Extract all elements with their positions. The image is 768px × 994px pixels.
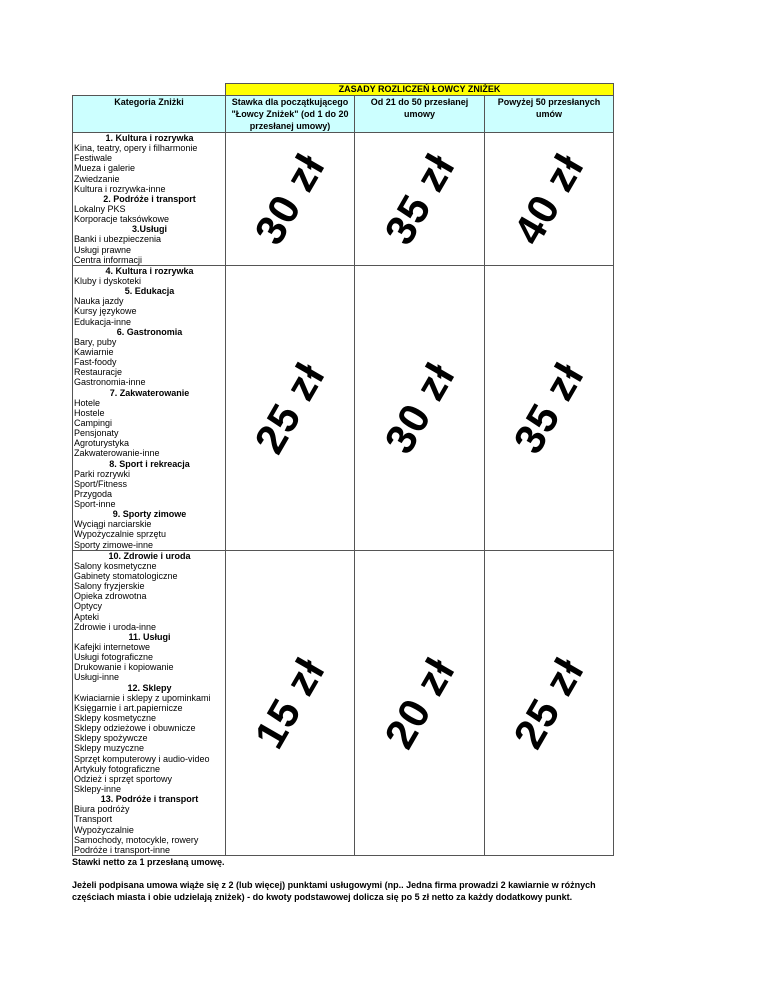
- group-row: [73, 265, 614, 550]
- category-item: Wypożyczalnie: [74, 824, 134, 835]
- category-item: Festiwale: [74, 153, 113, 164]
- category-item: Kafejki internetowe: [74, 642, 151, 653]
- category-item: Artykuły fotograficzne: [74, 763, 161, 774]
- category-item: Gabinety stomatologiczne: [74, 571, 178, 582]
- category-item: Mueza i galerie: [74, 163, 136, 174]
- category-item: Bary, puby: [74, 336, 117, 347]
- rate-cell-tier-3: [485, 265, 614, 550]
- category-item: Hotele: [74, 397, 101, 408]
- rate-value: 35 zł: [504, 354, 593, 461]
- rate-value: 25 zł: [245, 354, 334, 461]
- category-heading: 9. Sporty zimowe: [112, 509, 187, 520]
- category-item: Nauka jazdy: [74, 296, 124, 307]
- category-list: [73, 265, 226, 550]
- rate-cell-tier-3: [485, 133, 614, 266]
- category-item: Salony kosmetyczne: [74, 560, 157, 571]
- category-heading: 8. Sport i rekreacja: [109, 458, 190, 469]
- rate-value: 35 zł: [374, 145, 464, 253]
- net-note: Stawki netto za 1 przesłaną umowę.: [72, 857, 225, 867]
- category-item: Sklepy muzyczne: [74, 743, 145, 754]
- category-item: Sklepy odzieżowe i obuwnicze: [74, 723, 196, 734]
- header-tier-2: Od 21 do 50 przesłanej umowy: [355, 96, 485, 133]
- category-item: Lokalny PKS: [74, 203, 126, 214]
- category-item: Wyciągi narciarskie: [74, 519, 152, 530]
- rate-cell-tier-2: [355, 550, 485, 855]
- rate-value: 25 zł: [504, 649, 593, 756]
- category-item: Kwiaciarnie i sklepy z upominkami: [74, 692, 211, 703]
- rate-cell-tier-3: [485, 550, 614, 855]
- category-item: Sprzęt komputerowy i audio-video: [74, 753, 210, 764]
- category-item: Agroturystyka: [74, 438, 130, 449]
- category-item: Gastronomia-inne: [74, 377, 146, 388]
- rate-cell-tier-2: [355, 133, 485, 266]
- category-list: [73, 133, 226, 266]
- category-item: Centra informacji: [74, 254, 143, 265]
- category-heading: 3.Usługi: [131, 224, 167, 235]
- rate-value: 30 zł: [374, 354, 464, 461]
- category-item: Restauracje: [74, 367, 123, 378]
- header-row: [73, 96, 614, 133]
- category-item: Odzież i sprzęt sportowy: [74, 773, 173, 784]
- category-item: Sklepy-inne: [74, 784, 122, 794]
- rate-cell-tier-1: [226, 550, 355, 855]
- rate-cell-tier-1: [226, 265, 355, 550]
- category-item: Usługi fotograficzne: [74, 652, 154, 663]
- category-item: Sporty zimowe-inne: [74, 539, 154, 550]
- rate-value: 30 zł: [245, 145, 334, 253]
- category-item: Edukacja-inne: [74, 316, 132, 327]
- group-row: [73, 550, 614, 855]
- category-item: Wypożyczalnie sprzętu: [74, 529, 166, 540]
- category-item: Sport/Fitness: [74, 478, 128, 489]
- rate-cell-tier-2: [355, 265, 485, 550]
- category-item: Kultura i rozrywka-inne: [74, 183, 166, 194]
- category-heading: 10. Zdrowie i uroda: [108, 550, 191, 561]
- category-item: Banki i ubezpieczenia: [74, 234, 162, 245]
- category-item: Fast-foody: [74, 357, 117, 368]
- category-item: Biura podróży: [74, 804, 130, 815]
- category-item: Pensjonaty: [74, 428, 119, 439]
- category-item: Salony fryzjerskie: [74, 581, 145, 592]
- category-item: Usługi prawne: [74, 244, 132, 255]
- category-item: Przygoda: [74, 488, 113, 499]
- rates-table: [72, 83, 614, 856]
- category-item: Usługi-inne: [74, 672, 120, 683]
- header-tier-1: Stawka dla początkującego "Łowcy Zniżek" (od 1 do 20 przesłanej umowy): [226, 96, 355, 133]
- category-heading: 5. Edukacja: [124, 286, 175, 297]
- category-item: Korporacje taksówkowe: [74, 214, 170, 225]
- category-heading: 2. Podróże i transport: [103, 193, 196, 204]
- rate-groups: [73, 133, 614, 856]
- category-item: Sport-inne: [74, 499, 116, 510]
- category-item: Hostele: [74, 407, 105, 418]
- category-item: Kluby i dyskoteki: [74, 275, 142, 286]
- category-item: Kawiarnie: [74, 346, 114, 357]
- rate-value: 15 zł: [245, 649, 334, 756]
- category-item: Parki rozrywki: [74, 468, 131, 479]
- category-item: Optycy: [74, 601, 103, 612]
- category-item: Sklepy spożywcze: [74, 733, 148, 744]
- table-title: ZASADY ROZLICZEŃ ŁOWCY ZNIŻEK: [226, 84, 614, 96]
- category-item: Podróże i transport-inne: [74, 844, 171, 855]
- group-row: [73, 133, 614, 266]
- category-item: Kursy językowe: [74, 306, 137, 317]
- rate-value: 20 zł: [374, 649, 464, 756]
- category-list: [73, 550, 226, 855]
- category-item: Transport: [74, 814, 113, 825]
- category-item: Zwiedzanie: [74, 173, 120, 184]
- rate-value: 40 zł: [504, 145, 593, 253]
- category-item: Zakwaterowanie-inne: [74, 448, 160, 459]
- rate-cell-tier-1: [226, 133, 355, 266]
- category-item: Zdrowie i uroda-inne: [74, 621, 157, 632]
- category-heading: 6. Gastronomia: [116, 326, 183, 337]
- category-heading: 11. Usługi: [128, 631, 171, 642]
- category-item: Samochody, motocykle, rowery: [74, 834, 199, 845]
- header-tier-3: Powyżej 50 przesłanych umów: [485, 96, 614, 133]
- category-heading: 1. Kultura i rozrywka: [105, 133, 194, 143]
- header-category: Kategoria Zniżki: [73, 96, 226, 133]
- category-heading: 12. Sklepy: [127, 682, 172, 693]
- category-heading: 4. Kultura i rozrywka: [105, 265, 194, 276]
- category-heading: 7. Zakwaterowanie: [109, 387, 190, 398]
- category-item: Kina, teatry, opery i filharmonie: [74, 143, 198, 154]
- category-item: Księgarnie i art.papiernicze: [74, 702, 183, 713]
- extra-points-note: Jeżeli podpisana umowa wiąże się z 2 (lub więcej) punktami usługowymi (np.. Jedna firma prowadzi 2 kawiarnie w różnych częściach miasta i obie udzielają zniżek) - do kwoty podstawowej dolicza się po 5 zł netto za każdy dodatkowy punkt.: [72, 880, 596, 902]
- title-row: [73, 84, 614, 96]
- category-item: Campingi: [74, 417, 113, 428]
- category-item: Drukowanie i kopiowanie: [74, 662, 174, 673]
- category-heading: 13. Podróże i transport: [100, 794, 199, 805]
- category-item: Apteki: [74, 611, 100, 622]
- category-item: Opieka zdrowotna: [74, 591, 147, 602]
- category-item: Sklepy kosmetyczne: [74, 713, 157, 724]
